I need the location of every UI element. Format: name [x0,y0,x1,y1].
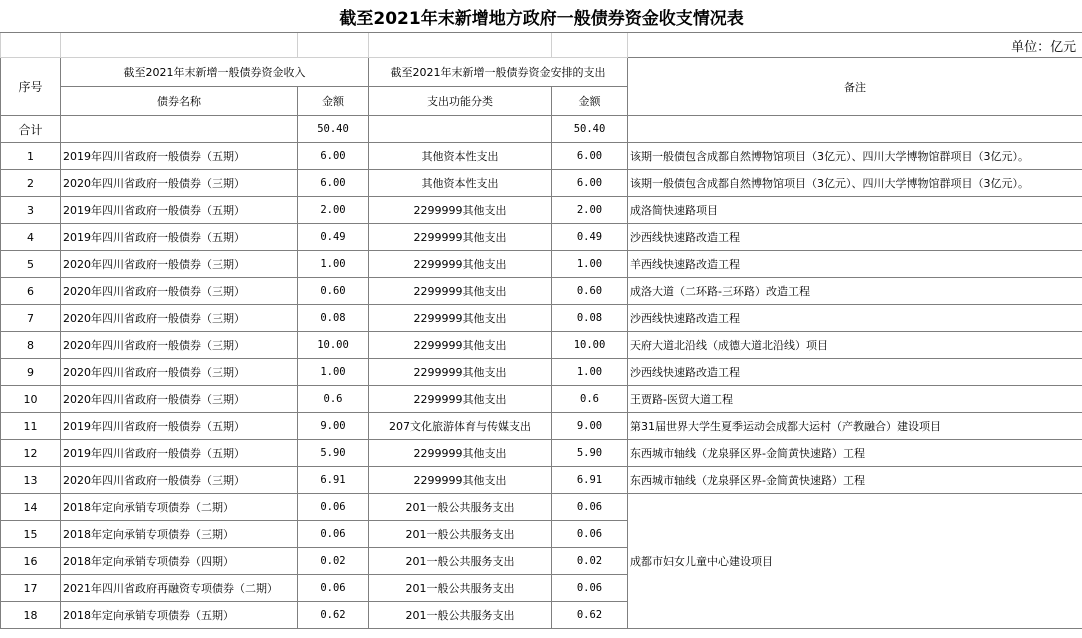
function-class[interactable]: 2299999其他支出 [369,197,552,224]
function-class[interactable]: 201一般公共服务支出 [369,575,552,602]
header-amount[interactable]: 金额 [298,87,369,116]
bond-name[interactable]: 2020年四川省政府一般债券（三期） [61,170,298,197]
remark[interactable]: 羊西线快速路改造工程 [628,251,1082,278]
income-amount[interactable]: 6.91 [298,467,369,494]
remark[interactable]: 东西城市轴线（龙泉驿区界-金简黄快速路）工程 [628,440,1082,467]
bond-name[interactable]: 2018年定向承销专项债券（三期） [61,521,298,548]
bond-name[interactable]: 2018年定向承销专项债券（四期） [61,548,298,575]
function-class[interactable]: 其他资本性支出 [369,143,552,170]
income-amount[interactable]: 1.00 [298,359,369,386]
income-amount[interactable]: 10.00 [298,332,369,359]
function-class[interactable]: 其他资本性支出 [369,170,552,197]
function-class[interactable]: 2299999其他支出 [369,224,552,251]
header-seq[interactable]: 序号 [1,58,61,116]
title-row [1,0,1082,33]
bond-name[interactable]: 2019年四川省政府一般债券（五期） [61,197,298,224]
function-class[interactable]: 2299999其他支出 [369,440,552,467]
cell[interactable] [61,33,298,58]
bond-name[interactable]: 2019年四川省政府一般债券（五期） [61,224,298,251]
function-class[interactable]: 207文化旅游体育与传媒支出 [369,413,552,440]
cell[interactable] [552,33,628,58]
expense-amount[interactable]: 6.00 [552,170,628,197]
remark[interactable]: 成洛简快速路项目 [628,197,1082,224]
bond-name[interactable]: 2019年四川省政府一般债券（五期） [61,143,298,170]
cell[interactable] [298,33,369,58]
row-number[interactable]: 1 [1,143,61,170]
income-amount[interactable]: 0.06 [298,521,369,548]
expense-amount[interactable]: 0.08 [552,305,628,332]
remark[interactable]: 天府大道北沿线（成德大道北沿线）项目 [628,332,1082,359]
expense-amount[interactable]: 0.02 [552,548,628,575]
income-amount[interactable]: 2.00 [298,197,369,224]
row-number[interactable]: 16 [1,548,61,575]
income-amount[interactable]: 0.02 [298,548,369,575]
cell[interactable] [1,33,61,58]
expense-amount[interactable]: 5.90 [552,440,628,467]
function-class[interactable]: 2299999其他支出 [369,251,552,278]
table-row [1,467,1082,494]
row-number[interactable]: 17 [1,575,61,602]
expense-amount[interactable]: 1.00 [552,251,628,278]
expense-amount[interactable]: 1.00 [552,359,628,386]
expense-amount[interactable]: 0.06 [552,494,628,521]
expense-amount[interactable]: 0.06 [552,575,628,602]
bond-name[interactable]: 2020年四川省政府一般债券（三期） [61,332,298,359]
remark[interactable]: 王贾路-医贸大道工程 [628,386,1082,413]
cell[interactable] [369,116,552,143]
remark[interactable]: 东西城市轴线（龙泉驿区界-金简黄快速路）工程 [628,467,1082,494]
remark[interactable]: 成洛大道（二环路-三环路）改造工程 [628,278,1082,305]
row-number[interactable]: 7 [1,305,61,332]
expense-amount[interactable]: 0.06 [552,521,628,548]
unit-label[interactable]: 单位：亿元 [628,33,1082,58]
total-income[interactable]: 50.40 [298,116,369,143]
function-class[interactable]: 2299999其他支出 [369,467,552,494]
table-row [1,197,1082,224]
table-row [1,359,1082,386]
bond-name[interactable]: 2020年四川省政府一般债券（三期） [61,386,298,413]
function-class[interactable]: 201一般公共服务支出 [369,521,552,548]
income-amount[interactable]: 0.60 [298,278,369,305]
function-class[interactable]: 201一般公共服务支出 [369,494,552,521]
row-number[interactable]: 11 [1,413,61,440]
function-class[interactable]: 201一般公共服务支出 [369,548,552,575]
header-expense-group[interactable]: 截至2021年末新增一般债券资金安排的支出 [369,58,628,87]
function-class[interactable]: 201一般公共服务支出 [369,602,552,629]
function-class[interactable]: 2299999其他支出 [369,332,552,359]
expense-amount[interactable]: 6.91 [552,467,628,494]
bond-name[interactable]: 2020年四川省政府一般债券（三期） [61,278,298,305]
income-amount[interactable]: 0.06 [298,494,369,521]
table-row [1,494,1082,521]
table-title: 截至2021年末新增地方政府一般债券资金收支情况表 [1,0,1082,33]
remark[interactable]: 第31届世界大学生夏季运动会成都大运村（产教融合）建设项目 [628,413,1082,440]
income-amount[interactable]: 0.62 [298,602,369,629]
remark[interactable]: 沙西线快速路改造工程 [628,305,1082,332]
row-number[interactable]: 4 [1,224,61,251]
table-row [1,143,1082,170]
row-number[interactable]: 14 [1,494,61,521]
expense-amount[interactable]: 6.00 [552,143,628,170]
total-expense[interactable]: 50.40 [552,116,628,143]
header-amount-2[interactable]: 金额 [552,87,628,116]
total-label[interactable]: 合计 [1,116,61,143]
income-amount[interactable]: 0.49 [298,224,369,251]
table-row [1,224,1082,251]
header-row-1 [1,58,1082,87]
table-row [1,413,1082,440]
expense-amount[interactable]: 0.6 [552,386,628,413]
bond-name[interactable]: 2020年四川省政府一般债券（三期） [61,359,298,386]
bond-name[interactable]: 2019年四川省政府一般债券（五期） [61,440,298,467]
row-number[interactable]: 9 [1,359,61,386]
expense-amount[interactable]: 9.00 [552,413,628,440]
income-amount[interactable]: 6.00 [298,170,369,197]
income-amount[interactable]: 0.08 [298,305,369,332]
total-row [1,116,1082,143]
remark[interactable]: 沙西线快速路改造工程 [628,224,1082,251]
expense-amount[interactable]: 0.60 [552,278,628,305]
row-number[interactable]: 13 [1,467,61,494]
header-income-group[interactable]: 截至2021年末新增一般债券资金收入 [61,58,369,87]
expense-amount[interactable]: 0.49 [552,224,628,251]
table-row [1,170,1082,197]
row-number[interactable]: 12 [1,440,61,467]
header-remark[interactable]: 备注 [628,58,1082,116]
bond-name[interactable]: 2020年四川省政府一般债券（三期） [61,467,298,494]
income-amount[interactable]: 0.06 [298,575,369,602]
table-row [1,251,1082,278]
remark[interactable]: 沙西线快速路改造工程 [628,359,1082,386]
merged-remark[interactable]: 成都市妇女儿童中心建设项目 [628,494,1082,629]
function-class[interactable]: 2299999其他支出 [369,278,552,305]
cell[interactable] [369,33,552,58]
table-row [1,440,1082,467]
function-class[interactable]: 2299999其他支出 [369,359,552,386]
remark[interactable]: 该期一般债包含成都自然博物馆项目（3亿元）、四川大学博物馆群项目（3亿元）。 [628,170,1082,197]
row-number[interactable]: 6 [1,278,61,305]
remark[interactable]: 该期一般债包含成都自然博物馆项目（3亿元）、四川大学博物馆群项目（3亿元）。 [628,143,1082,170]
cell[interactable] [628,116,1082,143]
income-amount[interactable]: 0.6 [298,386,369,413]
function-class[interactable]: 2299999其他支出 [369,305,552,332]
row-number[interactable]: 18 [1,602,61,629]
cell[interactable] [61,116,298,143]
income-amount[interactable]: 9.00 [298,413,369,440]
row-number[interactable]: 3 [1,197,61,224]
row-number[interactable]: 2 [1,170,61,197]
bond-name[interactable]: 2020年四川省政府一般债券（三期） [61,251,298,278]
table-row [1,278,1082,305]
bond-name[interactable]: 2018年定向承销专项债券（五期） [61,602,298,629]
row-number[interactable]: 8 [1,332,61,359]
table-row [1,332,1082,359]
bond-name[interactable]: 2018年定向承销专项债券（二期） [61,494,298,521]
function-class[interactable]: 2299999其他支出 [369,386,552,413]
unit-row [1,33,1082,58]
row-number[interactable]: 5 [1,251,61,278]
bond-name[interactable]: 2020年四川省政府一般债券（三期） [61,305,298,332]
expense-amount[interactable]: 2.00 [552,197,628,224]
header-bond-name[interactable]: 债券名称 [61,87,298,116]
income-amount[interactable]: 1.00 [298,251,369,278]
row-number[interactable]: 15 [1,521,61,548]
income-amount[interactable]: 6.00 [298,143,369,170]
header-function-class[interactable]: 支出功能分类 [369,87,552,116]
income-amount[interactable]: 5.90 [298,440,369,467]
bond-name[interactable]: 2021年四川省政府再融资专项债券（二期） [61,575,298,602]
bond-name[interactable]: 2019年四川省政府一般债券（五期） [61,413,298,440]
table-row [1,305,1082,332]
expense-amount[interactable]: 0.62 [552,602,628,629]
row-number[interactable]: 10 [1,386,61,413]
table-row [1,386,1082,413]
expense-amount[interactable]: 10.00 [552,332,628,359]
